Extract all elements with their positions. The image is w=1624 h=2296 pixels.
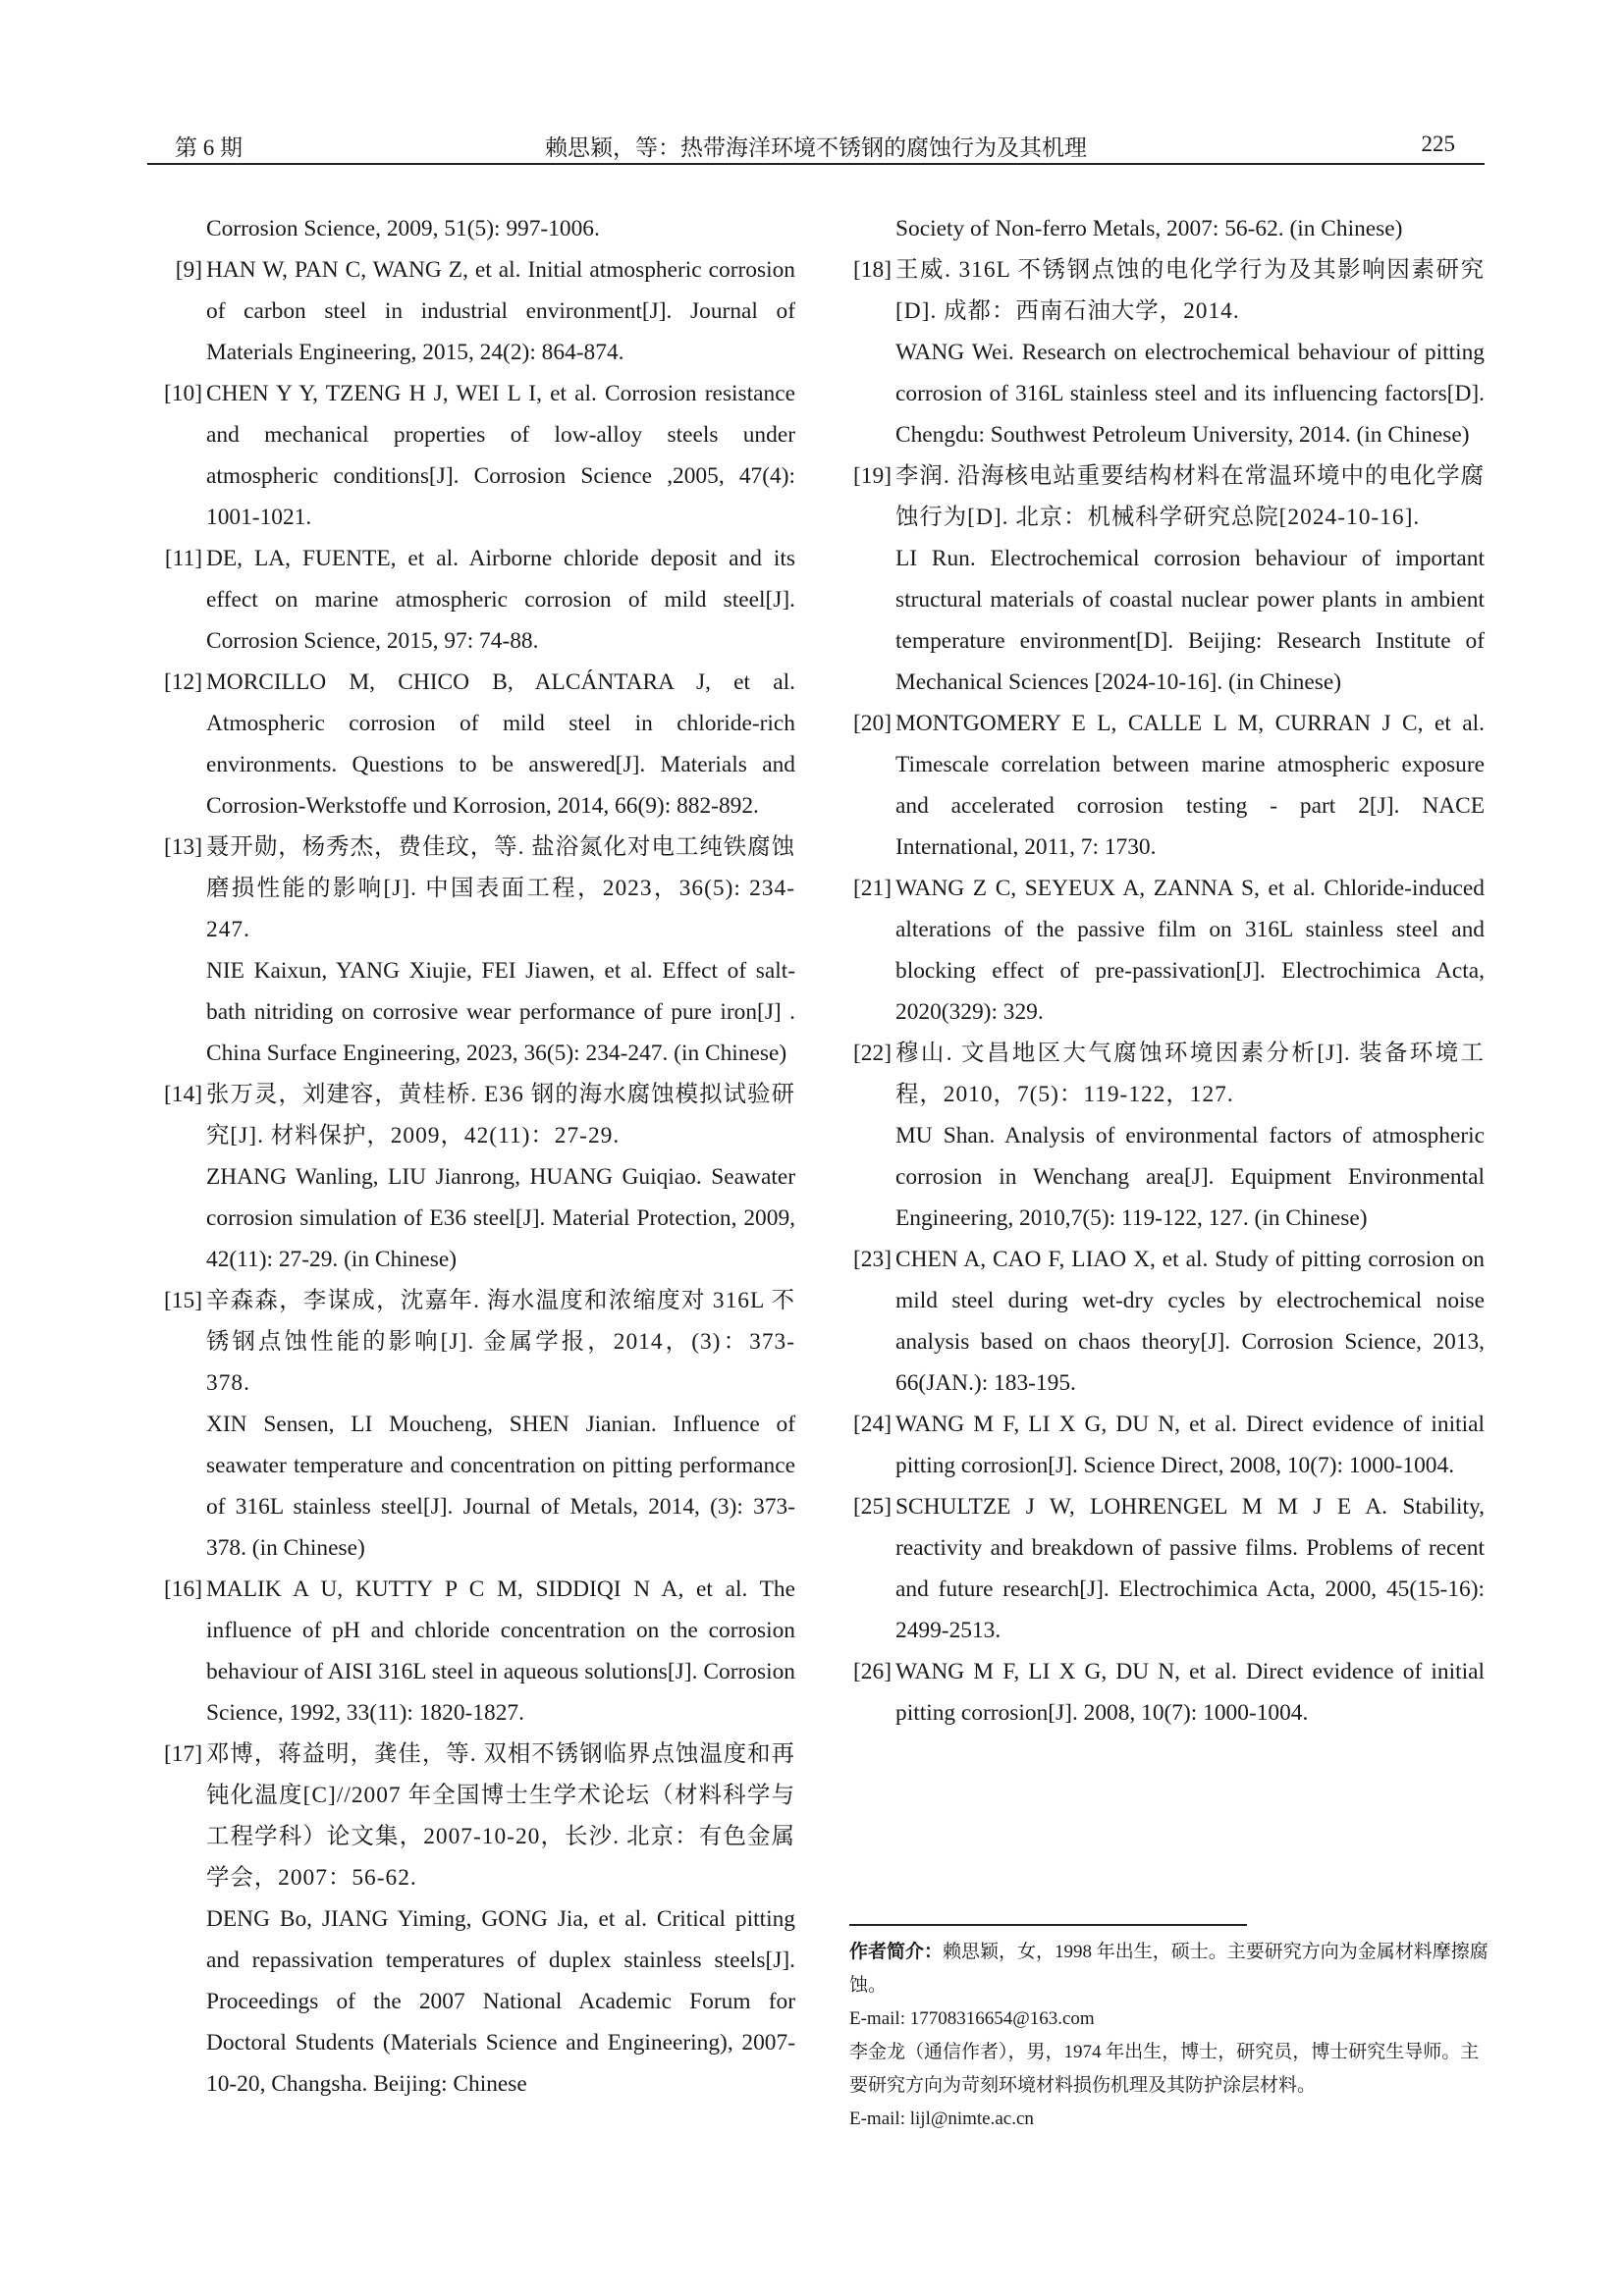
reference-number: [20]	[853, 711, 892, 736]
footnote-rule	[849, 1924, 1247, 1926]
reference-number: [18]	[853, 257, 892, 283]
reference-entry	[147, 373, 795, 538]
reference-text: WANG M F, LI X G, DU N, et al. Direct evidence of initial pitting corrosion[J]. Science Direct, 2008, 10(7): 1000-1004.	[895, 1412, 1485, 1478]
reference-column-left	[147, 208, 795, 2105]
reference-text: MU Shan. Analysis of environmental factors of atmospheric corrosion in Wenchang area[J]. Equipment Environmental Engineering, 2010,7(5): 119-122, 127. (in Chinese)	[895, 1123, 1485, 1231]
reference-entry	[837, 1404, 1485, 1486]
corresponding-author-email: E-mail: lijl@nimte.ac.cn	[849, 2109, 1034, 2129]
reference-text: CHEN Y Y, TZENG H J, WEI L I, et al. Corrosion resistance and mechanical properties of low-alloy steels under atmospheric conditions[J]. Corrosion Science ,2005, 47(4): 1001-1021.	[206, 381, 795, 530]
reference-text: SCHULTZE J W, LOHRENGEL M M J E A. Stability, reactivity and breakdown of passive films. Problems of recent and future research[J]. Electrochimica Acta, 2000, 45(15-16): 2499-2513.	[895, 1494, 1485, 1643]
reference-entry	[147, 1734, 795, 2105]
reference-text: LI Run. Electrochemical corrosion behaviour of important structural materials of coastal nuclear power plants in ambient temperature environment[D]. Beijing: Research Institute of Mechanical Sciences [2024-10-16]. (in Chinese)	[895, 546, 1485, 695]
reference-number: [15]	[164, 1288, 202, 1313]
page-number: 225	[1421, 132, 1455, 156]
reference-column-right	[837, 208, 1485, 1734]
reference-text: 张万灵，刘建容，黄桂桥. E36 钢的海水腐蚀模拟试验研究[J]. 材料保护，2009，42(11)：27-29.	[206, 1082, 795, 1148]
reference-entry	[147, 1280, 795, 1569]
reference-text: MONTGOMERY E L, CALLE L M, CURRAN J C, et al. Timescale correlation between marine atmospheric exposure and accelerated corrosion testing - part 2[J]. NACE International, 2011, 7: 1730.	[895, 711, 1485, 860]
reference-number: [11]	[164, 546, 202, 571]
reference-number: [10]	[164, 381, 202, 406]
reference-text: ZHANG Wanling, LIU Jianrong, HUANG Guiqiao. Seawater corrosion simulation of E36 steel[J]. Material Protection, 2009, 42(11): 27-29. (in Chinese)	[206, 1164, 795, 1272]
reference-text: MALIK A U, KUTTY P C M, SIDDIQI N A, et al. The influence of pH and chloride concentration on the corrosion behaviour of AISI 316L steel in aqueous solutions[J]. Corrosion Science, 1992, 33(11): 1820-1827.	[206, 1576, 795, 1726]
reference-number: [17]	[164, 1741, 202, 1767]
reference-entry	[147, 249, 795, 373]
reference-text: Society of Non-ferro Metals, 2007: 56-62. (in Chinese)	[895, 216, 1403, 241]
reference-entry	[837, 868, 1485, 1033]
reference-entry	[147, 208, 795, 249]
author-email: E-mail: 17708316654@163.com	[849, 2008, 1095, 2029]
reference-entry	[837, 208, 1485, 249]
reference-entry	[147, 1569, 795, 1734]
reference-number: [19]	[853, 463, 892, 489]
reference-entry	[837, 249, 1485, 455]
reference-text: HAN W, PAN C, WANG Z, et al. Initial atmospheric corrosion of carbon steel in industrial environment[J]. Journal of Materials Engineering, 2015, 24(2): 864-874.	[206, 257, 795, 365]
reference-number: [14]	[164, 1082, 202, 1107]
reference-number: [25]	[853, 1494, 892, 1520]
reference-text: 李润. 沿海核电站重要结构材料在常温环境中的电化学腐蚀行为[D]. 北京：机械科学研究总院[2024-10-16].	[895, 463, 1485, 530]
reference-entry	[837, 1033, 1485, 1239]
reference-text: Corrosion Science, 2009, 51(5): 997-1006.	[206, 216, 600, 241]
corresponding-author-info: 李金龙（通信作者），男，1974 年出生，博士，研究员，博士研究生导师。主要研究方向为苛刻环境材料损伤机理及其防护涂层材料。	[849, 2042, 1480, 2096]
reference-text: 聂开勋，杨秀杰，费佳玟，等. 盐浴氮化对电工纯铁腐蚀磨损性能的影响[J]. 中国表面工程，2023，36(5): 234-247.	[206, 834, 795, 942]
reference-entry	[837, 1239, 1485, 1404]
reference-number: [9]	[175, 257, 202, 283]
reference-text: MORCILLO M, CHICO B, ALCÁNTARA J, et al. Atmospheric corrosion of mild steel in chloride-rich environments. Questions to be answered[J]. Materials and Corrosion-Werkstoffe und Korrosion, 2014, 66(9): 882-892.	[206, 669, 795, 819]
reference-number: [22]	[853, 1041, 892, 1066]
author-footnote	[849, 1936, 1497, 2136]
reference-entry	[837, 703, 1485, 868]
reference-entry	[147, 827, 795, 1074]
issue-number: 第 6 期	[175, 135, 243, 160]
reference-text: WANG Z C, SEYEUX A, ZANNA S, et al. Chloride-induced alterations of the passive film on 316L stainless steel and blocking effect of pre-passivation[J]. Electrochimica Acta, 2020(329): 329.	[895, 876, 1485, 1025]
reference-text: 邓博，蒋益明，龚佳，等. 双相不锈钢临界点蚀温度和再钝化温度[C]//2007 年全国博士生学术论坛（材料科学与工程学科）论文集，2007-10-20，长沙. 北京：有色金属学会，2007：56-62.	[206, 1741, 795, 1891]
reference-number: [24]	[853, 1412, 892, 1437]
reference-entry	[837, 1486, 1485, 1651]
author-info	[849, 1936, 1497, 2002]
author-text: 赖思颖，女，1998 年出生，硕士。主要研究方向为金属材料摩擦腐蚀。	[849, 1942, 1489, 1996]
reference-number: [13]	[164, 834, 202, 860]
running-header	[147, 124, 1485, 163]
reference-number: [12]	[164, 669, 202, 695]
reference-text: 辛森森，李谋成，沈嘉年. 海水温度和浓缩度对 316L 不锈钢点蚀性能的影响[J]. 金属学报，2014，(3)：373-378.	[206, 1288, 795, 1396]
reference-text: WANG M F, LI X G, DU N, et al. Direct evidence of initial pitting corrosion[J]. 2008, 10(7): 1000-1004.	[895, 1659, 1485, 1726]
reference-number: [23]	[853, 1247, 892, 1272]
reference-text: XIN Sensen, LI Moucheng, SHEN Jianian. Influence of seawater temperature and concentration on pitting performance of 316L stainless steel[J]. Journal of Metals, 2014, (3): 373-378. (in Chinese)	[206, 1412, 795, 1561]
reference-entry	[147, 538, 795, 662]
author-label: 作者简介：	[849, 1942, 944, 1962]
reference-text: CHEN A, CAO F, LIAO X, et al. Study of pitting corrosion on mild steel during wet-dry cycles by electrochemical noise analysis based on chaos theory[J]. Corrosion Science, 2013, 66(JAN.): 183-195.	[895, 1247, 1485, 1396]
reference-text: NIE Kaixun, YANG Xiujie, FEI Jiawen, et al. Effect of salt-bath nitriding on corrosive wear performance of pure iron[J] . China Surface Engineering, 2023, 36(5): 234-247. (in Chinese)	[206, 958, 795, 1066]
reference-entry	[147, 662, 795, 827]
reference-entry	[837, 1651, 1485, 1734]
reference-text: DENG Bo, JIANG Yiming, GONG Jia, et al. Critical pitting and repassivation temperatures of duplex stainless steels[J]. Proceedings of the 2007 National Academic Forum for Doctoral Students (Materials Science and Engineering), 2007-10-20, Changsha. Beijing: Chinese	[206, 1906, 795, 2097]
reference-text: 王威. 316L 不锈钢点蚀的电化学行为及其影响因素研究[D]. 成都：西南石油大学，2014.	[895, 257, 1485, 324]
reference-text: 穆山. 文昌地区大气腐蚀环境因素分析[J]. 装备环境工程，2010，7(5)：119-122，127.	[895, 1041, 1485, 1107]
reference-text: DE, LA, FUENTE, et al. Airborne chloride deposit and its effect on marine atmospheric corrosion of mild steel[J]. Corrosion Science, 2015, 97: 74-88.	[206, 546, 795, 654]
reference-number: [21]	[853, 876, 892, 901]
reference-text: WANG Wei. Research on electrochemical behaviour of pitting corrosion of 316L stainless steel and its influencing factors[D]. Chengdu: Southwest Petroleum University, 2014. (in Chinese)	[895, 340, 1485, 448]
running-title: 赖思颖，等：热带海洋环境不锈钢的腐蚀行为及其机理	[545, 135, 1087, 160]
reference-number: [16]	[164, 1576, 202, 1602]
reference-entry	[837, 455, 1485, 703]
reference-number: [26]	[853, 1659, 892, 1684]
reference-entry	[147, 1074, 795, 1280]
header-rule	[147, 163, 1485, 165]
